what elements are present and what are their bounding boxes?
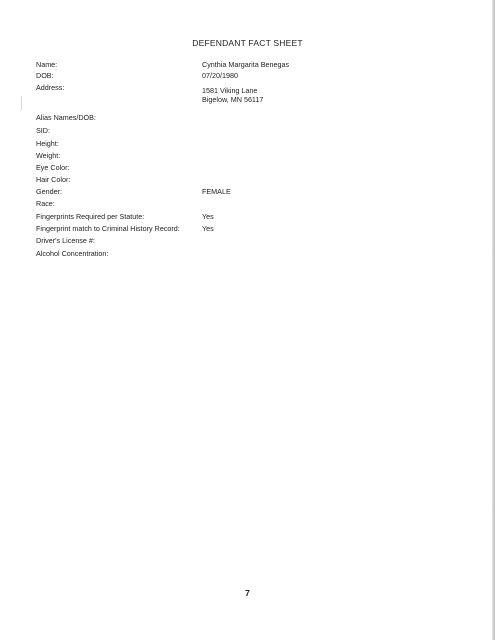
page-number: 7 bbox=[245, 588, 250, 598]
field-value-gender: FEMALE bbox=[202, 187, 231, 196]
field-row-race bbox=[36, 199, 55, 208]
field-value-fingerprints-required: Yes bbox=[202, 212, 214, 221]
field-row-eye-color bbox=[36, 163, 70, 172]
field-value-fingerprint-match: Yes bbox=[202, 224, 214, 233]
field-label-fingerprints-required: Fingerprints Required per Statute: bbox=[36, 212, 145, 221]
field-row-address bbox=[36, 83, 64, 92]
field-value-dob: 07/20/1980 bbox=[202, 71, 238, 80]
field-row-name bbox=[36, 60, 57, 69]
field-label-drivers-license: Driver's License #: bbox=[36, 236, 95, 245]
field-row-fingerprint-match bbox=[36, 224, 180, 233]
field-label-address: Address: bbox=[36, 83, 65, 92]
field-row-drivers-license bbox=[36, 236, 95, 245]
field-label-alias: Alias Names/DOB: bbox=[36, 113, 96, 122]
field-label-fingerprint-match: Fingerprint match to Criminal History Record: bbox=[36, 224, 180, 233]
field-label-name: Name: bbox=[36, 60, 58, 69]
field-row-hair-color bbox=[36, 175, 70, 184]
field-label-dob: DOB: bbox=[36, 71, 54, 80]
field-row-sid bbox=[36, 126, 50, 135]
field-label-weight: Weight: bbox=[36, 151, 61, 160]
scan-mark bbox=[21, 96, 22, 110]
field-label-eye-color: Eye Color: bbox=[36, 163, 70, 172]
address-line-2: Bigelow, MN 56117 bbox=[202, 95, 264, 104]
field-row-dob bbox=[36, 71, 54, 80]
field-label-hair-color: Hair Color: bbox=[36, 175, 71, 184]
document-title: DEFENDANT FACT SHEET bbox=[192, 38, 303, 48]
field-value-address bbox=[202, 86, 263, 104]
field-value-name: Cynthia Margarita Benegas bbox=[202, 60, 290, 69]
field-label-sid: SID: bbox=[36, 126, 50, 135]
field-row-height bbox=[36, 139, 59, 148]
field-row-alcohol-concentration bbox=[36, 249, 108, 258]
address-line-1: 1581 Viking Lane bbox=[202, 86, 258, 95]
field-row-fingerprints-required bbox=[36, 212, 144, 221]
field-row-alias bbox=[36, 113, 96, 122]
field-label-gender: Gender: bbox=[36, 187, 62, 196]
field-label-alcohol-concentration: Alcohol Concentration: bbox=[36, 249, 109, 258]
field-label-race: Race: bbox=[36, 199, 55, 208]
field-label-height: Height: bbox=[36, 139, 59, 148]
field-row-weight bbox=[36, 151, 60, 160]
field-row-gender bbox=[36, 187, 62, 196]
